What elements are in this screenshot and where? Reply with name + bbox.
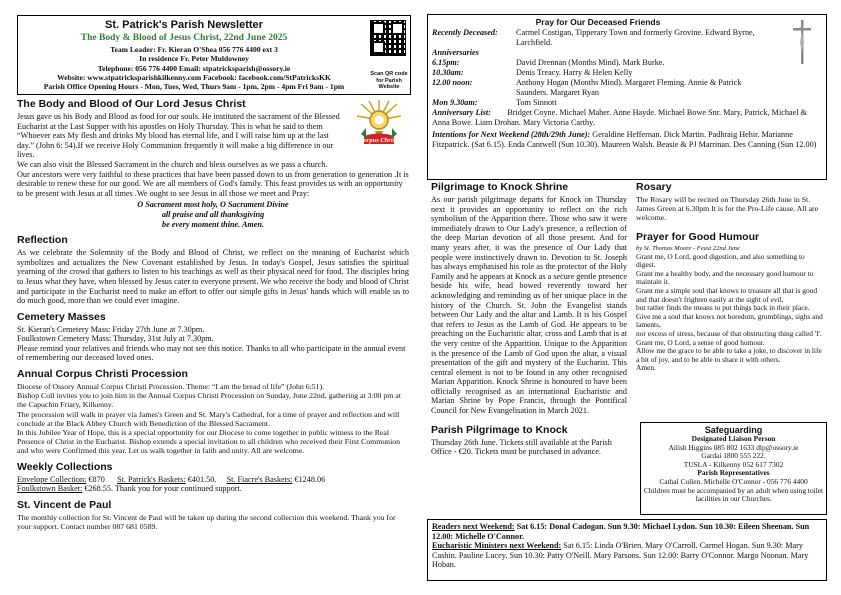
prayer-line-3: be every moment thine. Amen. [161, 219, 265, 229]
vincent-text: The monthly collection for St. Vincent de Paul will be taken up during the second collection this weekend. Thank you for your support. Contact number 087 681 0589. [17, 512, 396, 532]
procession-p4: In this Jubilee Year of Hope, this is a special opportunity for our Diocese to come together in public witness to the Real Presence of Christ in the Eucharist. Bishop extends a special invitation to all children who received their First Communion and who were Confirmed this year. Let us walk together in faith and unity. All are welcome. [17, 428, 401, 456]
newsletter-title: St. Patrick's Parish Newsletter [105, 19, 263, 31]
tusla-contact: TUSLA - Kilkenny 052 617 7302 [683, 459, 784, 469]
fiacre-label: St. Fiacre's Baskets: [226, 474, 293, 484]
office-hours: Parish Office Opening Hours - Mon, Tues, Wed, Thurs 9am - 1pm, 2pm - 4pm Fri 9am - 1pm [43, 82, 345, 91]
corpus-christi-image [349, 98, 409, 156]
humour-line-9: Allow me the grace to be able to take a joke, to discover in life a bit of joy, and to be able to share it with others. [636, 346, 822, 364]
ministers-line [428, 541, 826, 570]
prayer-line-1: O Sacrament most holy, O Sacrament Divine [137, 200, 289, 210]
cemetery-line-1: St. Kieran's Cemetery Mass: Friday 27th June at 7.30pm. [17, 324, 205, 334]
monday-value: Tom Sinnott [516, 98, 557, 107]
humour-prayer [636, 253, 825, 373]
reps-contact: Cathal Cullen. Michelle O'Connor - 056 776 4400 [659, 476, 808, 486]
envelope-value: €870 [88, 474, 105, 484]
intentions-value: Geraldine Heffernan. Dick Martin. Padhraig Hehir. Marianne Fitzpatrick. (Sat 6.15). Enda Cantwell (Sun 10.30). Maureen Walsh. Beasie & PJ Marrinan. Des Canning (Sun 12.00) [432, 130, 817, 149]
left-column [17, 98, 409, 531]
readers-line [428, 520, 826, 541]
deceased-box [427, 14, 827, 180]
reps-heading: Parish Representatives [697, 468, 770, 478]
feast-title: The Body & Blood of Jesus Christ, 22nd June 2025 [80, 33, 288, 43]
middle-column [431, 181, 627, 457]
knock-text: As our parish pilgrimage departs for Knock on Thursday next it provides an opportunity to reflect on the rich symbolism of the Apparition there. Those who saw it were immediately drawn to Our Lady's presence, a reflection of the deep Marian devotion of all those present. And for many years after, it was the presence of Our Lady that people were instinctively drawn to. Devotion to St. Joseph has always emphasised his role as the protector of the Holy Family and he appears at Knock as a secure gentle presence beside his wife, head bowed reverently toward her acknowledging and reminding us of her unique place in the history of the Church. St. John the Evangelist stands between Our Lady and the altar and Lamb. It is his Gospel that refers to Jesus as the Lamb of God. He appears to be preaching on the Eucharistic altar, cross and Lamb that is at the very centre of the Apparition. Unique to the Apparition is the presence of the Lamb of God upon the altar, a visual presentation of the gift and mystery of the Eucharist. This central element is not to be found in any other recognised Marian Apparition. Knock Shrine is honoured to have been officially recognised as an international Eucharistic and Marian Shrine by Pope Francis, through the Pontifical Council for New Evangelisation in March 2021. [431, 195, 627, 416]
time-615-value: David Drennan (Months Mind). Mark Burke. [516, 58, 665, 67]
image-caption: Corpus Christi [359, 137, 399, 144]
contact-website: Website: www.stpatricksparishkilkenny.com Facebook: facebook.com/StPatricksKK [57, 73, 331, 82]
dlp-contact: Ailish Higgins 085 802 1633 dlp@ossory.ie [668, 442, 799, 452]
collections-line-2 [17, 484, 409, 494]
reflection-text: As we celebrate the Solemnity of the Body and Blood of Christ, we reflect on the meaning of Eucharist which symbolizes and actualizes the New Covenant established by Jesus. In today's Gospel, Jesus satisfies the spiritual yearning of the crowd that gathers to listen to his teachings as well as their physical need for food. The disciples bring to Jesus what they have, when blessed by Jesus cater to everyone present. We who receive the body and blood of Christ and participate in the Eucharist need to make an effort to offer our simple gifts in Jesus' hands which will enable us to do much good, more than we could ever imagine. [17, 248, 409, 306]
team-leader: Team Leader: Fr. Kieran O'Shea 056 776 4400 ext 3 [110, 45, 278, 54]
time-1030-label: 10.30am: [432, 68, 464, 77]
reflection-heading: Reflection [17, 234, 68, 247]
recently-deceased-label: Recently Deceased: [432, 28, 498, 37]
humour-line-3: Grant me a simple soul that knows to treasure all that is good [636, 285, 818, 295]
time-615-label: 6.15pm: [432, 58, 460, 67]
ministers-text: Sat 6.15: Linda O'Brien. Mary O'Carroll. Carmel Hogan. Sun 9.30: Mary Cashin. Pauline Lucey. Sun 10.30: Patty O'Neill. Mary Parsons. Sun 12.00: Barry O'Connor. Margo Noonan. Mary Hoban. [432, 541, 809, 570]
prayer-line-2: all praise and all thanksgiving [161, 209, 265, 219]
collections-line-1 [17, 475, 409, 485]
humour-line-2: Grant me a healthy body, and the necessary good humour to maintain it. [636, 268, 814, 287]
deceased-title: Pray for Our Deceased Friends [535, 17, 661, 27]
crucifix-icon [791, 19, 813, 65]
humour-line-8: Grant me, O Lord, a sense of good humour. [636, 337, 765, 347]
time-1200-value: Anthony Hogan (Months Mind). Margaret Fleming. Annie & Patrick Saunders. Margaret Ryan [516, 78, 742, 97]
safeguarding-box [640, 422, 827, 515]
body-blood-p2: “Whoever eats My flesh and drinks My blood has eternal life, and I will raise him up at the last day.” (John 6: 54).If we receive Holy Communion frequently it will make a big difference in our lives. [17, 131, 334, 160]
foulkstown-label: Foulkstown Basket: [17, 484, 83, 494]
readers-label: Readers next Weekend: [432, 522, 515, 531]
procession-heading: Annual Corpus Christi Procession [17, 368, 188, 381]
body-blood-heading: The Body and Blood of Our Lord Jesus Christ [17, 98, 246, 110]
humour-line-4: and that doesn't frighten easily at the sight of evil, [636, 294, 784, 304]
intentions-label: Intentions for Next Weekend (28th/29th June): [432, 130, 591, 139]
right-column [636, 181, 825, 373]
anniversary-list-label: Anniversary List: [432, 108, 491, 117]
anniversaries-label: Anniversaries [432, 48, 479, 57]
readers-box [427, 519, 827, 581]
baskets-label: St. Patrick's Baskets: [117, 474, 186, 484]
anniversary-list-value: Bridget Coyne. Michael Maher. Anne Hayde. Michael Bowe Snr. Mary, Patrick, Michael & Anna Bowe. Liam Drohan. Mary Victoria Carthy. [432, 108, 807, 127]
humour-byline: by St. Thomas Moore - Feast 22nd June [636, 244, 740, 252]
body-blood-p3: We can also visit the Blessed Sacrament in the church and bless ourselves as we pass a church. [17, 159, 328, 169]
humour-line-1: Grant me, O Lord, good digestion, and also something to digest. [636, 251, 805, 270]
rosary-heading: Rosary [636, 181, 672, 193]
baskets-value: €401.50. [187, 474, 217, 484]
time-1200-label: 12.00 noon: [432, 78, 473, 87]
dlp-heading: Designated Liaison Person [691, 434, 776, 443]
gardai-contact: Gardai 1800 555 222. [701, 451, 766, 461]
humour-line-10: Amen. [636, 363, 656, 373]
collections-heading: Weekly Collections [17, 460, 113, 473]
children-notice: Children must be accompanied by an adult when using toilet facilities in our Churches. [643, 485, 824, 504]
humour-heading: Prayer for Good Humour [636, 230, 760, 243]
rosary-text: The Rosary will be recited on Thursday 26th June in St. James Green at 6.30pm It is for the Pro-Life cause. All are welcome. [636, 195, 819, 223]
cemetery-heading: Cemetery Masses [17, 310, 106, 323]
monstrance-icon [349, 98, 409, 156]
contact-telephone-email: Telephone: 056 776 4400 Email: stpatricksparish@ossory.ie [97, 64, 291, 73]
readers-text: Sat 6.15: Donal Cadogan. Sun 9.30: Michael Lydon. Sun 10.30: Eileen Sheenan. Sun 12.00: Michelle O'Connor. [432, 522, 810, 541]
humour-line-6: Give me a soul that knows not boredom, grumblings, sighs and laments, [636, 311, 823, 330]
ministers-label: Eucharistic Ministers next Weekend: [432, 541, 562, 551]
cemetery-line-2: Foulkstown Cemetery Mass: Thursday, 31st July at 7.30pm. [17, 334, 214, 344]
knock-heading: Pilgrimage to Knock Shrine [431, 181, 569, 193]
monday-label: Mon 9.30am: [432, 98, 478, 107]
cemetery-line-3: Please remind your relatives and friends who may not see this notice. Thanks to all who participate in the annual event of remembering our deceased loved ones. [17, 343, 406, 363]
foulkstown-value: €268.55. Thank you for your continued support. [84, 484, 242, 494]
qr-caption: Scan QR code for Parish Website [370, 71, 408, 90]
intentions [432, 130, 820, 149]
anniversary-list [432, 108, 820, 127]
recently-deceased-value: Carmel Costigan, Tipperary Town and formerly Grovine. Edward Byrne, Larchfield. [516, 28, 755, 47]
procession-p3: The procession will walk in prayer via James's Green and St. Mary's Cathedral, for a time of prayer and reflection and will conclude at the Black Abbey Church with Benediction of the Blessed Sacrament. [17, 409, 400, 428]
procession-p2: Bishop Coll invites you to join him in the Annual Corpus Christi Procession on Sunday, June 22nd, gathering at 3:00 pm at the Capuchin Friary, Kilkenny. [17, 391, 401, 410]
humour-line-5: but rather finds the means to put things back in their place. [636, 303, 810, 313]
procession-p1: Diocese of Ossory Annual Corpus Christi Procession. Theme: “I am the bread of life” (John 6:51). [17, 382, 325, 392]
newsletter-header [17, 15, 411, 95]
parish-pilgrimage-heading: Parish Pilgrimage to Knock [431, 423, 568, 436]
fiacre-value: €1248.06 [294, 474, 326, 484]
body-blood-p1: Jesus gave us his Body and Blood as food for our souls. He instituted the sacrament of the Blessed Eucharist at the Last Supper with his apostles on Holy Thursday. This is what he said to them [17, 112, 340, 131]
humour-line-7: nor excess of stress, because of that obstructing thing called 'I'. [636, 328, 822, 338]
in-residence: In residence Fr. Peter Muldowney [139, 54, 249, 63]
vincent-heading: St. Vincent de Paul [17, 498, 112, 511]
body-blood-p4: Our ancestors were very faithful to these practices that have been passed down to us from generation to generation .It is desirable to renew these for our good. We are all members of God's family. This feast provides us with an opportunity to be present with Jesus at all times .We ought to see Jesus in all those we meet and Pray: [17, 169, 409, 198]
envelope-label: Envelope Collection: [17, 474, 87, 484]
qr-code-icon[interactable] [370, 20, 406, 56]
time-1030-value: Denis Treacy. Harry & Helen Kelly [516, 68, 633, 77]
parish-pilgrimage-text: Thursday 26th June. Tickets still available at the Parish Office - €20. Tickets must be purchased in advance. [431, 437, 612, 457]
safeguarding-heading: Safeguarding [704, 425, 763, 435]
